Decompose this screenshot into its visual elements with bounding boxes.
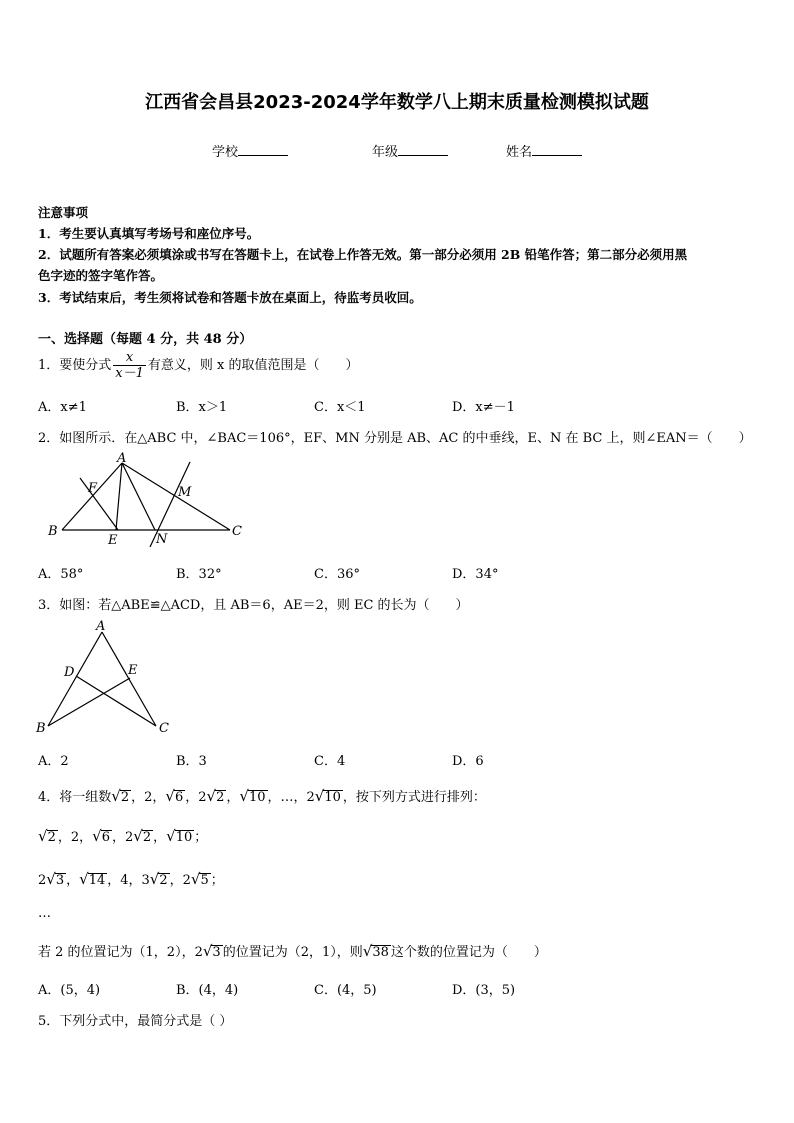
- q4-row2-b: ，: [66, 873, 80, 888]
- q2-label-c: C: [232, 524, 242, 539]
- note-3: 3．考试结束后，考生须将试卷和答题卡放在桌面上，待监考员收回。: [38, 290, 422, 305]
- q4-ask-c: 这个数的位置记为（ ）: [390, 945, 547, 960]
- grade-label: 年级: [372, 145, 399, 160]
- q4-intro-b: ，2，: [131, 790, 166, 805]
- section-heading: 一、选择题（每题 4 分，共 48 分）: [38, 332, 253, 347]
- q2-option-d[interactable]: D．34°: [452, 567, 499, 582]
- notes-heading: 注意事项: [38, 205, 89, 220]
- q2-segment-ae: [116, 463, 122, 530]
- q4-row1-end: ；: [194, 830, 208, 845]
- school-label: 学校: [212, 145, 239, 160]
- q4-row1-sep3: ，: [112, 830, 126, 845]
- sqrt-icon: √: [166, 827, 176, 845]
- q4-row2-r3: 3: [55, 873, 65, 888]
- note-2: 2．试题所有答案必须填涂或书写在答题卡上，在试卷上作答无效。第一部分必须用 2B 铅笔作答；第二部分必须用黑: [38, 247, 688, 262]
- q4-row2-r5: 5: [200, 873, 209, 888]
- name-blank: [532, 143, 582, 156]
- sqrt-icon: √: [314, 787, 325, 805]
- name-field: [506, 141, 582, 160]
- q4-row2-a: 2: [38, 873, 47, 888]
- q4-radicand-6: 6: [174, 790, 184, 805]
- q3-option-a[interactable]: A．2: [38, 754, 69, 769]
- q2-option-c[interactable]: C．36°: [314, 567, 360, 582]
- q4-radicand-2: 2: [120, 790, 130, 805]
- sqrt-icon: √: [202, 942, 213, 960]
- q4-option-a[interactable]: A．(5，4): [38, 983, 101, 998]
- q3-option-d[interactable]: D．6: [452, 754, 484, 769]
- q4-ellipsis: …: [38, 906, 51, 921]
- q4-row1-sep4: ，: [153, 830, 167, 845]
- q2-label-n: N: [156, 532, 168, 547]
- question-3: 3．如图：若△ABE≌△ACD，且 AB＝6，AE＝2，则 EC 的长为（ ）: [38, 598, 469, 613]
- q1-denominator: x－1: [115, 366, 144, 381]
- q1-suffix: 有意义，则 x 的取值范围是（ ）: [147, 358, 359, 373]
- sqrt-icon: √: [206, 787, 217, 805]
- q1-option-b[interactable]: B．x＞1: [176, 400, 228, 415]
- q4-row2-c: ，4，3: [107, 873, 150, 888]
- sqrt-icon: √: [38, 827, 48, 845]
- q4-intro-a: 4．将一组数: [38, 790, 112, 805]
- q3-option-c[interactable]: C．4: [314, 754, 346, 769]
- q4-radicand-10b: 10: [324, 790, 341, 805]
- q4-row1-sep2: ，: [79, 830, 93, 845]
- q3-side-ab: [48, 632, 102, 726]
- sqrt-icon: √: [133, 827, 143, 845]
- q4-row-2: [38, 869, 224, 888]
- q4-radicand-10: 10: [248, 790, 266, 805]
- q4-ask-a: 若 2 的位置记为（1，2），2: [38, 945, 203, 960]
- q4-row-1: [38, 826, 207, 845]
- q2-label-e: E: [108, 533, 118, 548]
- q4-intro-f: ，按下列方式进行排列：: [342, 790, 486, 805]
- q4-ask-r38: 38: [372, 945, 389, 960]
- q1-prefix: 1．要使分式: [38, 358, 112, 373]
- q4-row1-two: 2: [70, 830, 80, 845]
- q1-option-c[interactable]: C．x＜1: [314, 400, 366, 415]
- question-1: [38, 350, 359, 381]
- q3-label-a: A: [96, 619, 106, 634]
- q3-option-b[interactable]: B．3: [176, 754, 207, 769]
- q2-option-b[interactable]: B．32°: [176, 567, 222, 582]
- q2-figure: [40, 450, 250, 550]
- q4-intro-c: ，2: [185, 790, 207, 805]
- sqrt-icon: √: [165, 787, 175, 805]
- question-4: [38, 786, 486, 805]
- q2-label-b: B: [48, 524, 58, 539]
- name-label: 姓名: [506, 145, 533, 160]
- q4-row2-r2: 2: [159, 873, 168, 888]
- q4-row2-d: ，2: [169, 873, 191, 888]
- question-5: 5．下列分式中，最简分式是（ ）: [38, 1014, 233, 1029]
- q4-row1-r2b: 2: [142, 830, 152, 845]
- q4-question: [38, 941, 547, 960]
- q4-row2-end: ；: [210, 873, 224, 888]
- q3-segment-cd: [76, 676, 156, 726]
- sqrt-icon: √: [46, 870, 56, 888]
- q3-label-c: C: [159, 721, 169, 736]
- q2-side-ab: [62, 463, 122, 530]
- q1-option-d[interactable]: D．x≠－1: [452, 400, 515, 415]
- q4-option-c[interactable]: C．(4，5): [314, 983, 377, 998]
- sqrt-icon: √: [362, 942, 373, 960]
- sqrt-icon: √: [239, 787, 249, 805]
- q4-ask-b: 的位置记为（2，1），则: [222, 945, 363, 960]
- q4-intro-d: ，: [226, 790, 240, 805]
- q2-label-f: F: [88, 481, 98, 496]
- q4-ask-r3: 3: [212, 945, 221, 960]
- sqrt-icon: √: [79, 870, 89, 888]
- q1-option-a[interactable]: A．x≠1: [38, 400, 87, 415]
- q3-label-b: B: [36, 721, 46, 736]
- q4-row1-r2: 2: [47, 830, 56, 845]
- q4-row2-r14: 14: [88, 873, 106, 888]
- school-field: [212, 141, 288, 160]
- grade-blank: [398, 143, 448, 156]
- q3-label-e: E: [128, 663, 138, 678]
- q4-row1-r10: 10: [175, 830, 193, 845]
- q4-option-d[interactable]: D．(3，5): [452, 983, 516, 998]
- school-blank: [238, 143, 288, 156]
- q4-row1-sep1: ，: [57, 830, 71, 845]
- q3-figure: [30, 618, 180, 738]
- note-1: 1．考生要认真填写考场号和座位序号。: [38, 226, 260, 241]
- note-2-cont: 色字迹的签字笔作答。: [38, 268, 164, 283]
- page-title: 江西省会昌县2023-2024学年数学八上期末质量检测模拟试题: [145, 92, 649, 113]
- q4-option-b[interactable]: B．(4，4): [176, 983, 239, 998]
- sqrt-icon: √: [149, 870, 160, 888]
- sqrt-icon: √: [190, 870, 201, 888]
- q2-label-a: A: [117, 451, 127, 466]
- sqrt-icon: √: [92, 827, 102, 845]
- q4-row1-two-b: 2: [125, 830, 134, 845]
- q3-label-d: D: [64, 665, 75, 680]
- q2-option-a[interactable]: A．58°: [38, 567, 84, 582]
- grade-field: [372, 141, 448, 160]
- q1-numerator: x: [125, 350, 134, 365]
- q2-label-m: M: [178, 485, 192, 500]
- q4-intro-e: ，…，2: [267, 790, 315, 805]
- q1-fraction: [113, 350, 146, 381]
- q4-row1-r6: 6: [101, 830, 110, 845]
- sqrt-icon: √: [111, 787, 121, 805]
- q4-radicand-2b: 2: [216, 790, 225, 805]
- question-2: 2．如图所示．在△ABC 中，∠BAC＝106°，EF、MN 分别是 AB、AC 的中垂线，E、N 在 BC 上，则∠EAN＝（ ）: [38, 431, 752, 446]
